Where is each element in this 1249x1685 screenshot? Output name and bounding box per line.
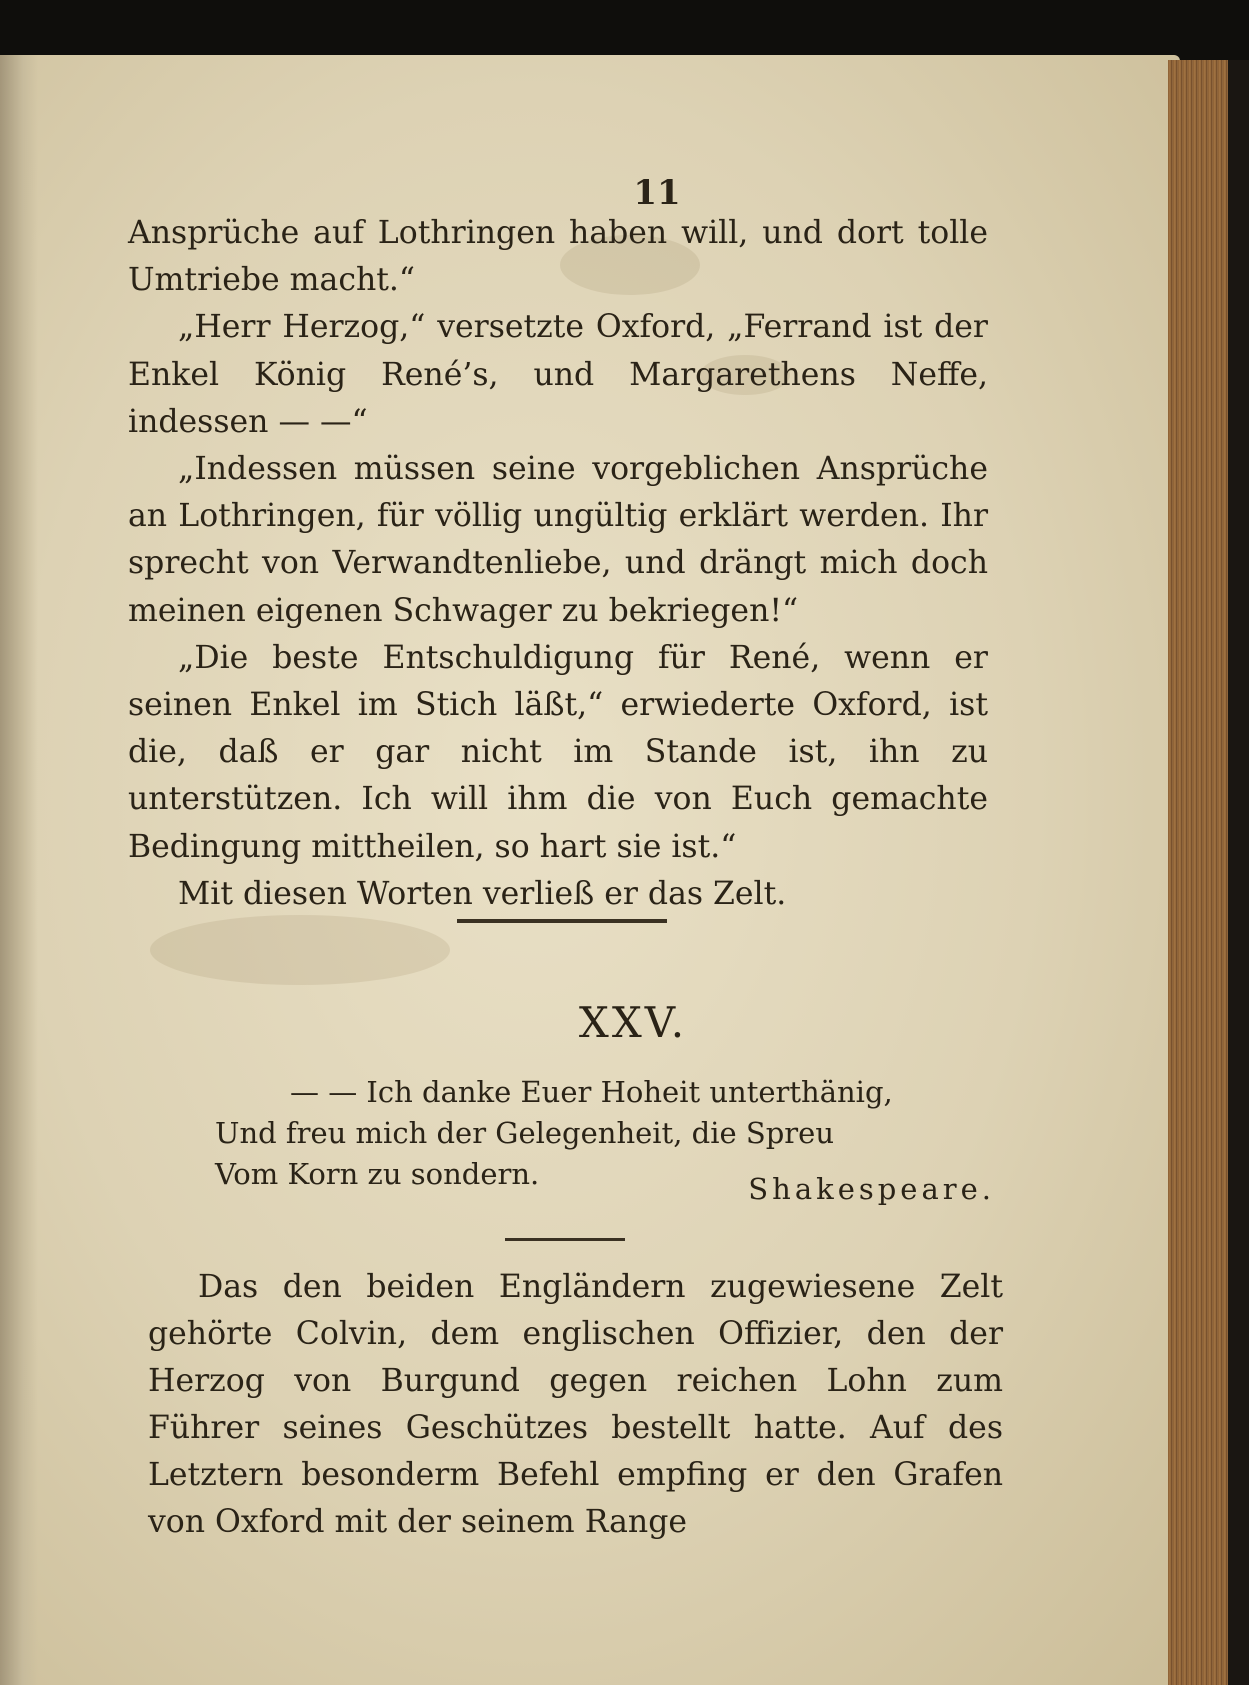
continued-text bbox=[128, 210, 988, 918]
paragraph: „Herr Herzog,“ versetzte Oxford, „Ferrand ist der Enkel König René’s, und Margarethens Neffe, indessen — —“ bbox=[128, 309, 988, 440]
chapter-body bbox=[148, 1264, 1003, 1546]
paragraph: Mit diesen Worten verließ er das Zelt. bbox=[178, 875, 787, 912]
book-edge-shadow bbox=[1228, 60, 1249, 1685]
paragraph: Das den beiden Engländern zugewiesene Zelt gehörte Colvin, dem englischen Offizier, den der Herzog von Burgund gegen reichen Lohn zum Führer seines Geschützes bestellt hatte. Auf des Letztern besonderm Befehl empfing er den Grafen von Oxford mit der seinem Range bbox=[148, 1269, 1003, 1540]
epigraph-line: Und freu mich der Gelegenheit, die Spreu bbox=[215, 1116, 834, 1150]
epigraph-line: Vom Korn zu sondern. bbox=[215, 1157, 540, 1191]
section-divider bbox=[457, 919, 667, 923]
page-gutter bbox=[0, 55, 38, 1685]
paragraph: „Indessen müssen seine vorgeblichen Ansprüche an Lothringen, für völlig ungültig erklärt werden. Ihr sprecht von Verwandtenliebe, und drängt mich doch meinen eigenen Schwager zu bekriegen!“ bbox=[128, 451, 988, 629]
book-fore-edge bbox=[1168, 60, 1228, 1685]
paper-stain bbox=[150, 915, 450, 985]
epigraph-attribution: Shakespeare. bbox=[748, 1172, 995, 1206]
paragraph: Ansprüche auf Lothringen haben will, und dort tolle Umtriebe macht.“ bbox=[128, 215, 988, 299]
epigraph-line: — — Ich danke Euer Hoheit unterthänig, bbox=[290, 1075, 893, 1109]
chapter-heading: XXV. bbox=[578, 998, 688, 1047]
epigraph-divider bbox=[505, 1238, 625, 1241]
paragraph: „Die beste Entschuldigung für René, wenn er seinen Enkel im Stich läßt,“ erwiederte Oxford, ist die, daß er gar nicht im Stande ist, ihn zu unterstützen. Ich will ihm die von Euch gemachte Bedingung mittheilen, so hart sie ist.“ bbox=[128, 639, 988, 865]
page-number: 11 bbox=[633, 173, 681, 213]
